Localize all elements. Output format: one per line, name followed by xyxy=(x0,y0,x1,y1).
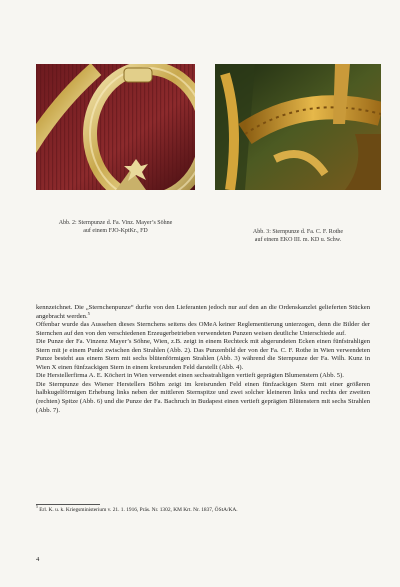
paragraph xyxy=(36,304,370,321)
caption-line: auf einem EKO III. m. KD u. Schw. xyxy=(254,237,342,243)
footnote-number: 5 xyxy=(36,505,38,510)
footnote-ref[interactable]: 5 xyxy=(87,310,90,316)
paragraph: Offenbar wurde das Aussehen dieses Sternchens seitens des OMeA keiner Reglementierung unterzogen, denn die Bilder der Sternchen auf den von den verschiedenen Erzeugerbetrieben verwendeten Punzen weisen deutliche Unterschiede auf. xyxy=(36,321,370,337)
caption-line: auf einem FJO-KptKr., FD xyxy=(83,228,148,234)
paragraph: Die Punze der Fa. Vinzenz Mayer’s Söhne, Wien, z.B. zeigt in einem Rechteck mit abgerundeten Ecken einen fünfstrahligen Stern mit je einem Punkt zwischen den Strahlen (Abb. 2). Das Punzenbild der von der Fa. C. F. Rothe in Wien verwendeten Punze besteht aus einem Stern mit sechs blütenförmigen Strahlen (Abb. 3) während die Sternpunze der Fa. Wilh. Kunz in Wien X einen fünfzackigen Stern in einem kreisrunden Feld darstellt (Abb. 4). xyxy=(36,338,370,371)
footnote-text: Erl. K. u. k. Kriegsministerium v. 21. 1. 1916, Präs. Nr. 1302, KM Krt. Nr. 1837, ÖStA/KA. xyxy=(39,507,238,513)
figure-2-caption xyxy=(36,219,195,235)
figure-2-photo xyxy=(36,64,195,190)
figure-3-photo xyxy=(215,64,381,190)
paragraph: Die Sternpunze des Wiener Herstellers Böhm zeigt im kreisrunden Feld einen fünfzackigen Stern mit einer größeren halbkugelförmigen Erhebung links neben der mittleren Sternspitze und zwei solcher kleineren links und rechts der zweiten (rechten) Spitze (Abb. 6) und die Punze der Fa. Bachruch in Budapest einen vertieft geprägten Blütenstern mit sechs Strahlen (Abb. 7). xyxy=(36,380,370,414)
caption-line: Abb. 3: Sternpunze d. Fa. C. F. Rothe xyxy=(252,229,344,235)
paragraph-text: kennzeichnet. Die „Sternchenpunze“ durfte von den Lieferanten jedoch nur auf den an die Ordenskanzlei gelieferten Stücken angebracht werden. xyxy=(36,304,370,320)
body-text xyxy=(36,304,370,415)
footnote-divider xyxy=(36,504,100,505)
figure-3-caption xyxy=(215,228,381,244)
footnote xyxy=(36,507,370,514)
paragraph: Die Herstellerfirma A. E. Köchert in Wien verwendet einen sechsstrahligen vertieft geprägten Blumenstern (Abb. 5). xyxy=(36,372,344,380)
caption-line: Abb. 2: Sternpunze d. Fa. Vinz. Mayer’s Söhne xyxy=(58,220,173,226)
page-number: 4 xyxy=(36,556,40,563)
